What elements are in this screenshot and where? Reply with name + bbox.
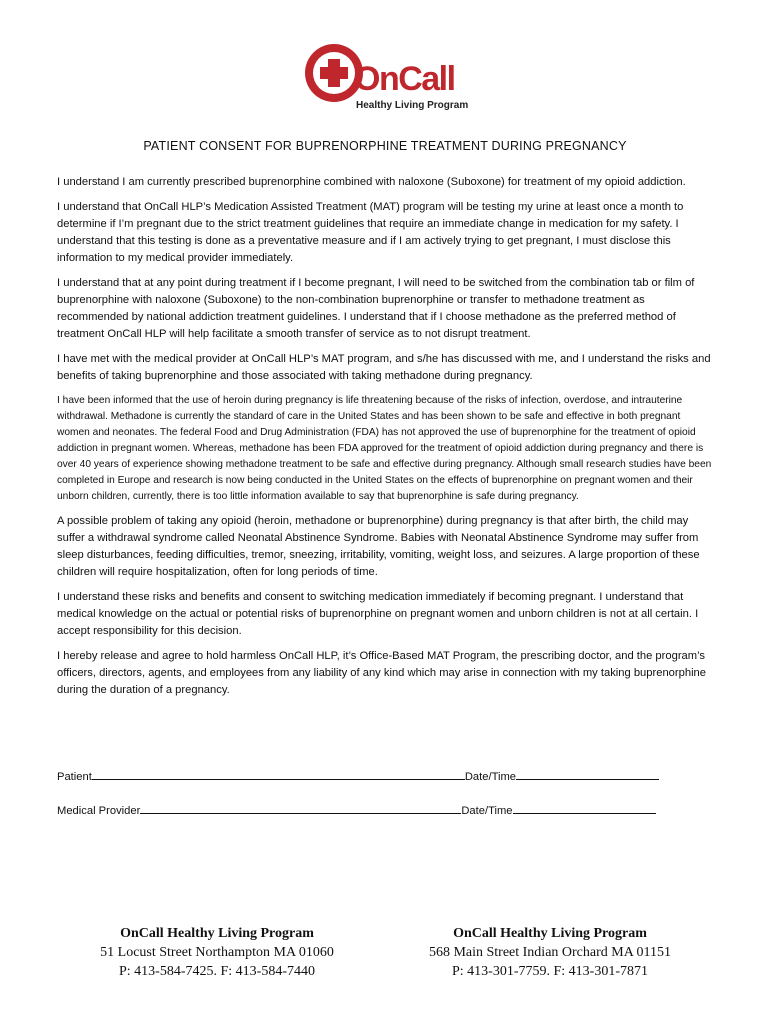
consent-body — [57, 174, 713, 707]
provider-label: Medical Provider — [57, 805, 141, 817]
paragraph-pregnancy-testing: I understand that OnCall HLP’s Medication Assisted Treatment (MAT) program will be testing my urine at least once a month to determine if I’m pregnant due to the strict treatment guidelines that require an immediate change in medication for my safety. I understand that this testing is done as a preventative measure and if I am actively trying to get pregnant, I must disclose this information to my medical provider immediately. — [57, 201, 684, 264]
footer-left-phone: P: 413-584-7425. F: 413-584-7440 — [119, 964, 315, 979]
document-title: PATIENT CONSENT FOR BUPRENORPHINE TREATMENT DURING PREGNANCY — [143, 139, 627, 153]
paragraph-medication-switch: I understand that at any point during treatment if I become pregnant, I will need to be switched from the combination tab or film of buprenorphine with naloxone (Suboxone) to the non-combination buprenorphine or transfer to methadone treatment as recommended by national addiction treatment guidelines. I understand that if I choose methadone as the preferred method of treatment OnCall HLP will help facilitate a smooth transfer of service as to not disrupt treatment. — [57, 277, 695, 340]
patient-signature-line[interactable] — [92, 767, 465, 780]
paragraph-consent: I understand these risks and benefits and consent to switching medication immediately if becoming pregnant. I understand that medical knowledge on the actual or potential risks of buprenorphine on pregnant women and unborn children is not at all certain. I accept responsibility for this decision. — [57, 591, 699, 637]
patient-datetime-line[interactable] — [516, 767, 659, 780]
footer-right-phone: P: 413-301-7759. F: 413-301-7871 — [452, 964, 648, 979]
paragraph-risk-information: I have been informed that the use of heroin during pregnancy is life threatening because of the risks of infection, overdose, and intrauterine withdrawal. Methadone is currently the standard of care in the United States and has been shown to be safe and effective in both pregnant women and neonates. The federal Food and Drug Administration (FDA) has not approved the use of buprenorphine for the treatment of opioid addiction in pregnant women. Whereas, methadone has been FDA approved for the treatment of opioid addiction during pregnancy and there is over 40 years of experience showing methadone treatment to be safe and effective during pregnancy. Although small research studies have been completed in Europe and research is now being conducted in the United States on the effects of buprenorphine on pregnant women and their unborn children, currently, there is too little information available to say that buprenorphine is safe during pregnancy. — [57, 395, 712, 502]
logo-subtitle: Healthy Living Program — [356, 100, 469, 111]
paragraph-release: I hereby release and agree to hold harmless OnCall HLP, it’s Office-Based MAT Program, the prescribing doctor, and the program’s officers, directors, agents, and employees from any liability of any kind which may arise in connection with my taking buprenorphine during the duration of a pregnancy. — [57, 650, 706, 696]
patient-datetime-label: Date/Time — [464, 771, 517, 783]
footer-left-name: OnCall Healthy Living Program — [120, 926, 314, 941]
footer-right-name: OnCall Healthy Living Program — [453, 926, 647, 941]
paragraph-provider-discussion: I have met with the medical provider at OnCall HLP’s MAT program, and s/he has discussed with me, and I understand the risks and benefits of taking buprenorphine and those associated with taking methadone during pregnancy. — [57, 353, 711, 382]
paragraph-neonatal-abstinence: A possible problem of taking any opioid (heroin, methadone or buprenorphine) during pregnancy is that after birth, the child may suffer a withdrawal syndrome called Neonatal Abstinence Syndrome. Babies with Neonatal Abstinence Syndrome may suffer from sleep disturbances, feeding difficulties, tremor, sneezing, irritability, vomiting, weight loss, and seizures. A large proportion of these children will require hospitalization, often for long periods of time. — [57, 515, 700, 578]
provider-signature-line[interactable] — [140, 801, 461, 814]
footer-left-address: 51 Locust Street Northampton MA 01060 — [100, 945, 334, 960]
provider-datetime-label: Date/Time — [461, 805, 513, 817]
footer-indian-orchard-office — [400, 924, 700, 981]
patient-label: Patient — [57, 771, 92, 783]
patient-signature-row — [57, 767, 659, 783]
logo-name: OnCall — [354, 60, 455, 98]
provider-signature-row — [57, 801, 656, 817]
footer-right-address: 568 Main Street Indian Orchard MA 01151 — [428, 945, 672, 960]
provider-datetime-line[interactable] — [513, 801, 656, 814]
oncall-logo — [304, 40, 474, 118]
paragraph-current-prescription: I understand I am currently prescribed buprenorphine combined with naloxone (Suboxone) for treatment of my opioid addiction. — [57, 176, 686, 188]
footer-northampton-office — [67, 924, 367, 981]
